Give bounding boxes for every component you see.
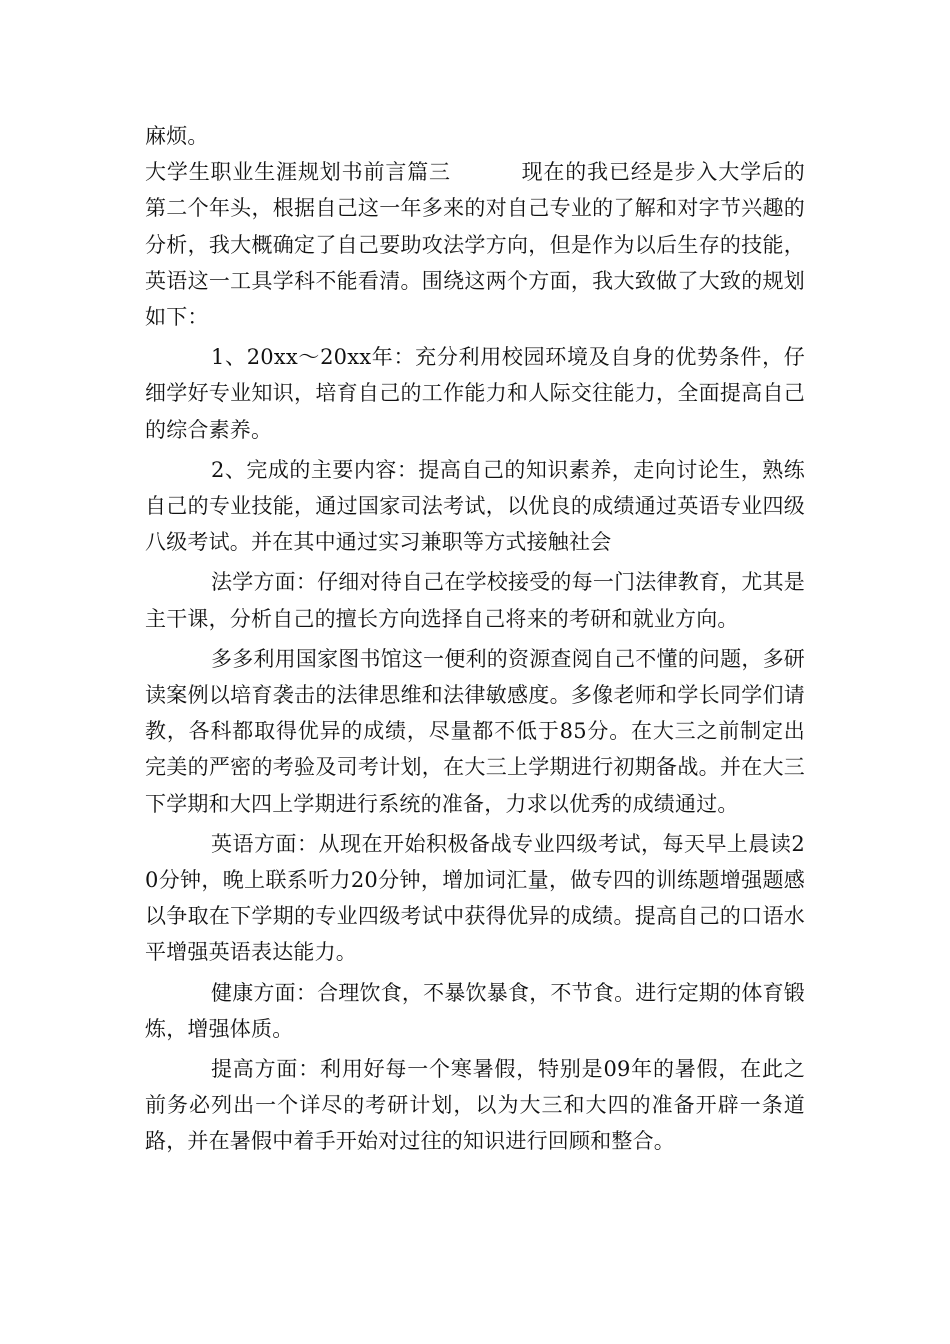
paragraph-plan-period	[145, 339, 805, 448]
paragraph-main-content	[145, 452, 805, 561]
paragraph-health	[145, 975, 805, 1047]
paragraph-library	[145, 641, 805, 822]
paragraph-improvement	[145, 1051, 805, 1160]
paragraph-text: 多多利用国家图书馆这一便利的资源查阅自己不懂的问题，多研读案例以培育袭击的法律思维和法律敏感度。多像老师和学长同学们请教，各科都取得优异的成绩，尽量都不低于85分。在大三之前制定出完美的严密的考验及司考计划，在大三上学期进行初期备战。并在大三下学期和大四上学期进行系统的准备，力求以优秀的成绩通过。	[145, 646, 805, 816]
paragraph-text: 1、20xx～20xx年：充分利用校园环境及自身的优势条件，仔细学好专业知识，培育自己的工作能力和人际交往能力，全面提高自己的综合素养。	[145, 345, 805, 442]
paragraph-text: 健康方面：合理饮食，不暴饮暴食，不节食。进行定期的体育锻炼，增强体质。	[145, 980, 805, 1041]
paragraph-text: 2、完成的主要内容：提高自己的知识素养，走向讨论生，熟练自己的专业技能，通过国家司法考试，以优良的成绩通过英语专业四级八级考试。并在其中通过实习兼职等方式接触社会	[145, 457, 805, 555]
paragraph-text: 现在的我已经是步入大学后的第二个年头，根据自己这一年多来的对自己专业的了解和对字节兴趣的分析，我大概确定了自己要助攻法学方向，但是作为以后生存的技能，英语这一工具学科不能看清。围绕这两个方面，我大致做了大致的规划如下：	[145, 160, 805, 330]
paragraph-text: 提高方面：利用好每一个寒暑假，特别是09年的暑假，在此之前务必列出一个详尽的考研计划，以为大三和大四的准备开辟一条道路，并在暑假中着手开始对过往的知识进行回顾和整合。	[145, 1057, 805, 1154]
section-heading: 大学生职业生涯规划书前言篇三	[145, 160, 451, 185]
paragraph-law	[145, 564, 805, 636]
paragraph-text: 法学方面：仔细对待自己在学校接受的每一门法律教育，尤其是主干课，分析自己的擅长方向选择自己将来的考研和就业方向。	[145, 570, 805, 631]
paragraph-english	[145, 826, 805, 971]
paragraph-text: 麻烦。	[145, 124, 209, 148]
paragraph-text: 英语方面：从现在开始积极备战专业四级考试，每天早上晨读20分钟，晚上联系听力20分钟，增加词汇量，做专四的训练题增强题感以争取在下学期的专业四级考试中获得优异的成绩。提高自己的口语水平增强英语表达能力。	[145, 831, 805, 965]
document-page	[145, 118, 805, 1160]
paragraph-0	[145, 118, 805, 154]
paragraph-section-heading	[145, 154, 805, 335]
